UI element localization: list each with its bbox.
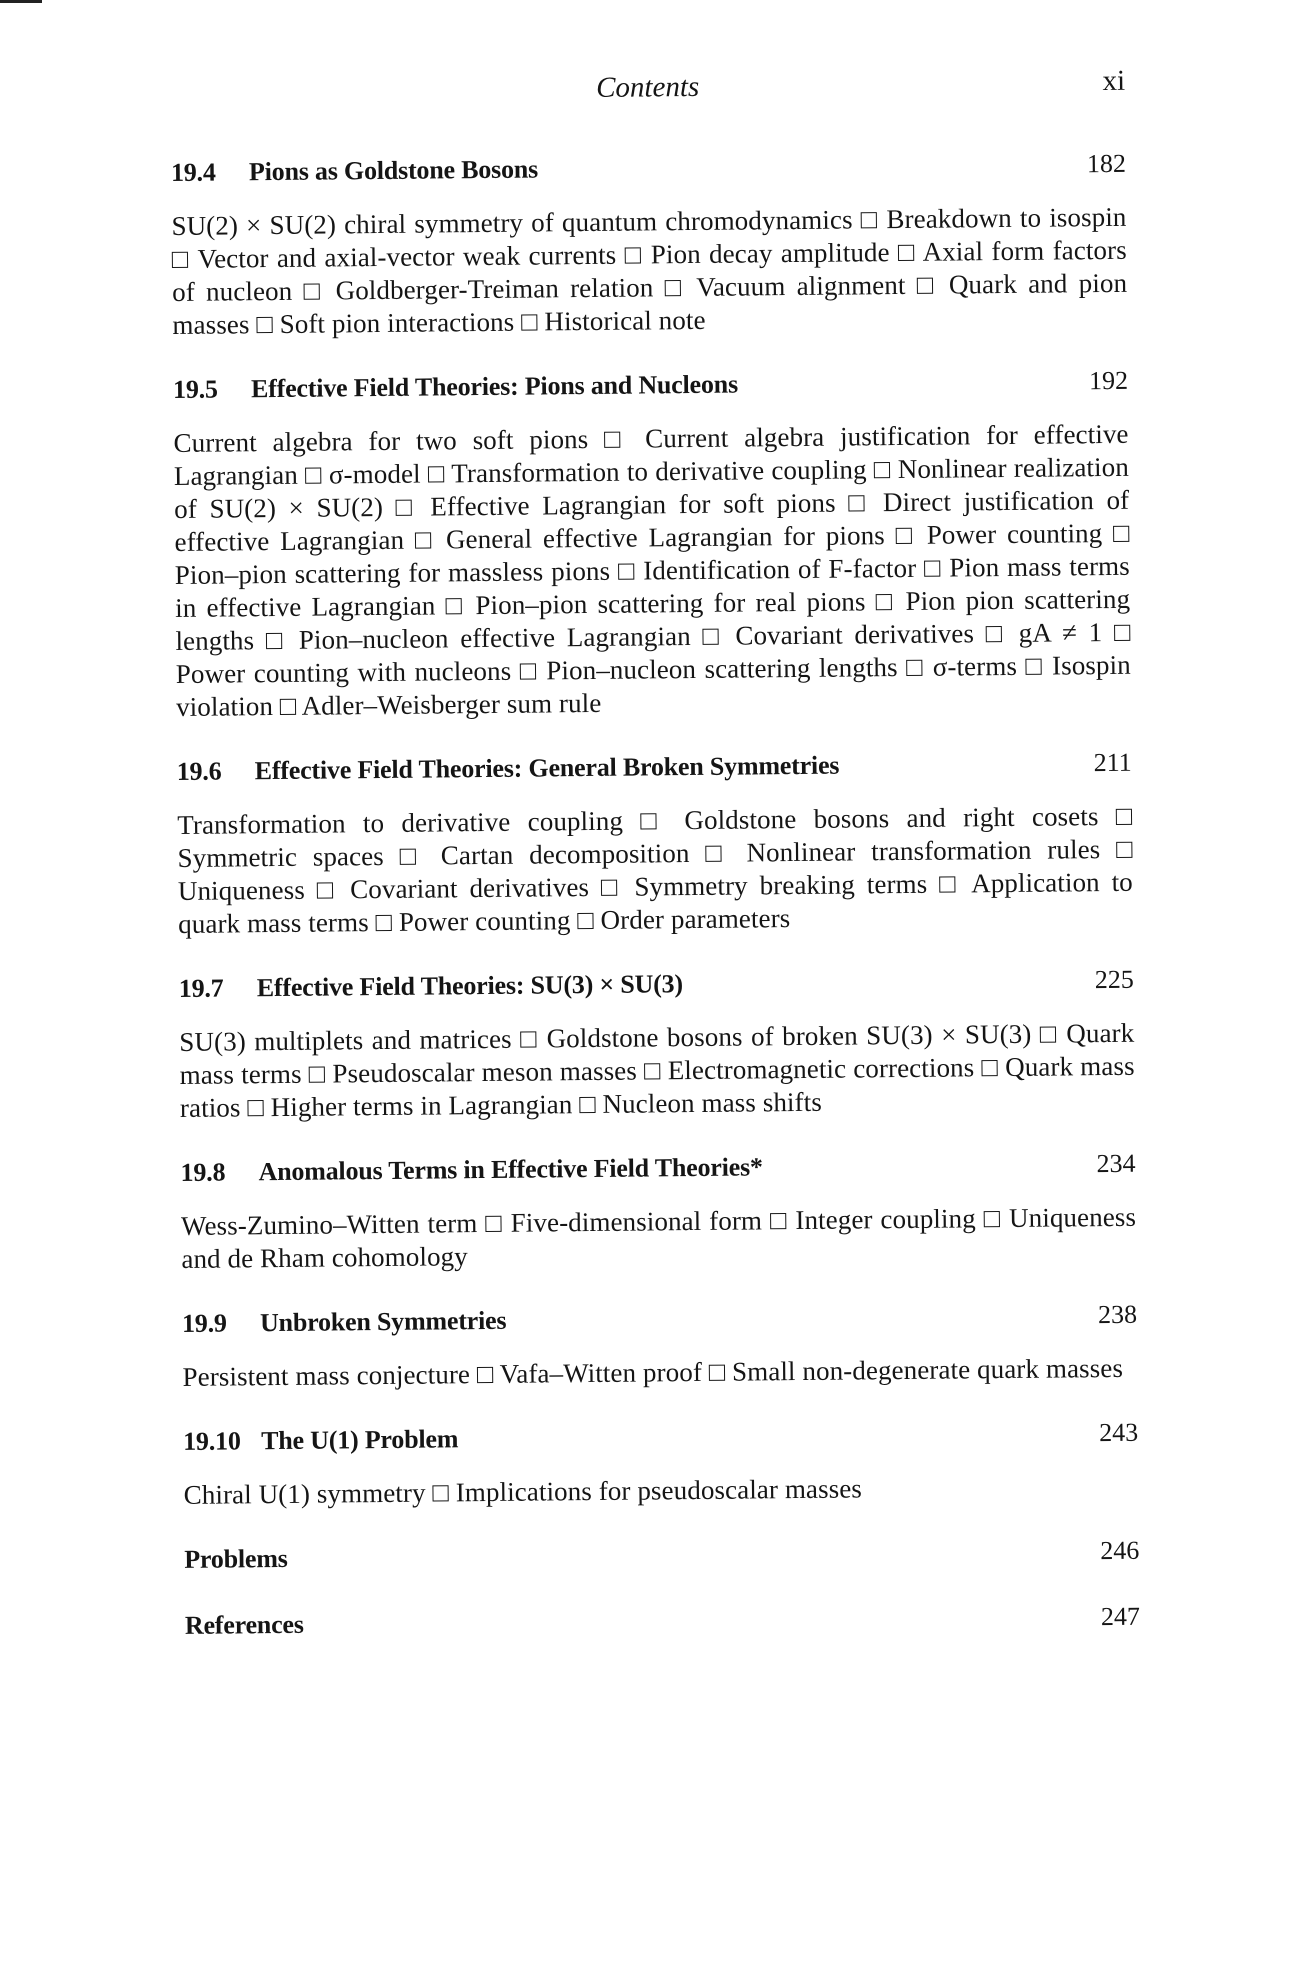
toc-section-19-9: [182, 1300, 1138, 1394]
section-title: The U(1) Problem: [261, 1424, 459, 1456]
section-description: SU(2) × SU(2) chiral symmetry of quantum chromodynamics □ Breakdown to isospin □ Vector and axial-vector weak currents □ Pion decay amplitude □ Axial form factors of nucleon □ Goldberger-Treiman relation □ Vacuum alignment □ Quark and pion masses □ Soft pion interactions □ Historical note: [171, 201, 1128, 340]
section-description: Current algebra for two soft pions □ Current algebra justification for effective Lagrangian □ σ-model □ Transformation to derivative coupling □ Nonlinear realization of SU(2) × SU(2) □ Effective Lagrangian for soft pions □ Direct justification of effective Lagrangian □ General effective Lagrangian for pions □ Power counting □ Pion–pion scattering for massless pions □ Identification of F-factor □ Pion mass terms in effective Lagrangian □ Pion–pion scattering for real pions □ Pion pion scattering lengths □ Pion–nucleon effective Lagrangian □ Covariant derivatives □ gA ≠ 1 □ Power counting with nucleons □ Pion–nucleon scattering lengths □ σ-terms □ Isospin violation □ Adler–Weisberger sum rule: [173, 418, 1131, 722]
section-heading: [173, 366, 1128, 405]
section-description: Persistent mass conjecture □ Vafa–Witten proof □ Small non-degenerate quark masses: [182, 1352, 1124, 1392]
section-title: Effective Field Theories: Pions and Nucleons: [250, 369, 739, 404]
section-title: Effective Field Theories: General Broken Symmetries: [254, 750, 840, 786]
section-title: Pions as Goldstone Bosons: [248, 154, 539, 187]
section-title-line: [177, 751, 840, 787]
toc-section-19-7: [179, 965, 1135, 1125]
toc-section-19-8: [180, 1149, 1136, 1276]
toc-section-19-10: [183, 1418, 1139, 1512]
section-page-number: 238: [1097, 1299, 1138, 1330]
toc-section-19-4: [171, 149, 1128, 342]
section-heading: [183, 1418, 1138, 1457]
section-title: Anomalous Terms in Effective Field Theories*: [258, 1152, 763, 1187]
toc-section-19-6: [177, 748, 1134, 941]
references-label: References: [184, 1609, 304, 1640]
section-title-line: [183, 1424, 458, 1457]
section-heading: [180, 1149, 1135, 1188]
section-heading: [179, 965, 1134, 1004]
contents-page: [170, 61, 1140, 1677]
problems-label: Problems: [184, 1543, 288, 1574]
section-description: Chiral U(1) symmetry □ Implications for pseudoscalar masses: [183, 1473, 863, 1510]
section-number: 19.9: [181, 1308, 227, 1338]
section-description: Transformation to derivative coupling □ Goldstone bosons and right cosets □ Symmetric spaces □ Cartan decomposition □ Nonlinear transformation rules □ Uniqueness □ Covariant derivatives □ Symmetry breaking terms □ Application to quark mass terms □ Power counting □ Order parameters: [177, 800, 1133, 939]
section-title-line: [179, 969, 683, 1004]
section-number: 19.4: [170, 157, 216, 187]
section-page-number: 211: [1093, 747, 1132, 778]
section-number: 19.10: [183, 1426, 241, 1456]
toc-entry-problems: [184, 1536, 1139, 1575]
section-number: 19.5: [172, 374, 218, 404]
section-description: Wess-Zumino–Witten term □ Five-dimensional form □ Integer coupling □ Uniqueness and de Rham cohomology: [180, 1201, 1137, 1274]
page-folio: xi: [1102, 64, 1126, 98]
section-heading: [171, 149, 1126, 188]
section-heading: [182, 1300, 1137, 1339]
section-title: Effective Field Theories: SU(3) × SU(3): [256, 969, 683, 1003]
running-head: Contents: [595, 70, 700, 104]
section-title-line: [173, 370, 738, 405]
section-page-number: 182: [1086, 148, 1127, 179]
section-page-number: 243: [1098, 1417, 1139, 1448]
section-title-line: [171, 154, 538, 188]
section-heading: [177, 748, 1132, 787]
toc-section-19-5: [173, 366, 1131, 724]
references-page-number: 247: [1100, 1601, 1141, 1632]
section-title-line: [182, 1306, 507, 1339]
section-page-number: 192: [1088, 365, 1129, 396]
section-number: 19.8: [180, 1157, 226, 1187]
toc-entry-references: [185, 1602, 1140, 1641]
page-header: [170, 61, 1125, 118]
section-number: 19.7: [178, 973, 224, 1003]
section-number: 19.6: [176, 756, 222, 786]
problems-page-number: 246: [1100, 1535, 1140, 1566]
section-page-number: 225: [1094, 964, 1134, 995]
scan-edge-mark: [0, 0, 42, 3]
section-page-number: 234: [1096, 1148, 1136, 1179]
section-title-line: [180, 1152, 762, 1188]
section-title: Unbroken Symmetries: [259, 1305, 507, 1338]
section-description: SU(3) multiplets and matrices □ Goldstone bosons of broken SU(3) × SU(3) □ Quark mass terms □ Pseudoscalar meson masses □ Electromagnetic corrections □ Quark mass ratios □ Higher terms in Lagrangian □ Nucleon mass shifts: [179, 1017, 1135, 1123]
